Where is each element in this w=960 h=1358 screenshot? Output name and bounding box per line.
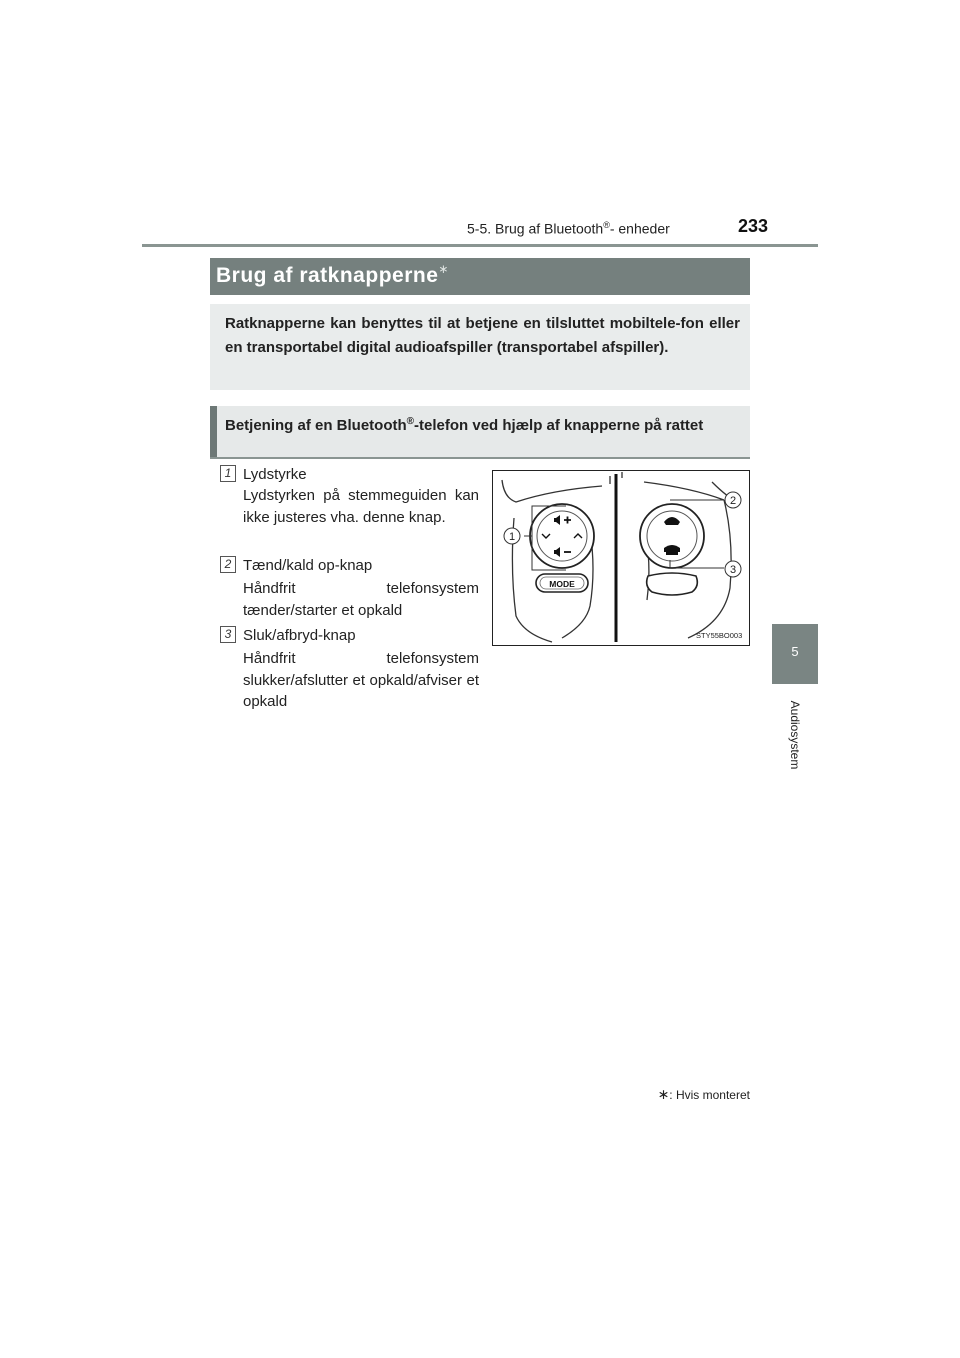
section-suffix: - enheder bbox=[609, 220, 670, 237]
footnote bbox=[600, 1086, 750, 1103]
optional-marker: ∗ bbox=[438, 262, 449, 276]
figure-code: STY55BO003 bbox=[696, 631, 743, 640]
steering-wheel-switch-illustration bbox=[492, 470, 750, 646]
footnote-text: : Hvis monteret bbox=[669, 1088, 750, 1102]
item-title: Tænd/kald op-knap bbox=[243, 557, 373, 574]
subsection-title-end: -telefon ved hjælp af knapperne på rattet bbox=[414, 417, 704, 434]
header-rule bbox=[142, 244, 818, 247]
chapter-label bbox=[770, 690, 820, 780]
callout-number: 3 bbox=[729, 564, 737, 576]
registered-mark: ® bbox=[406, 416, 415, 427]
page-number: 233 bbox=[738, 216, 769, 236]
running-header-section bbox=[467, 220, 670, 237]
mode-button-label: MODE bbox=[549, 579, 575, 589]
section-title: Brug af ratknapperne bbox=[216, 264, 439, 287]
subsection-heading bbox=[210, 406, 750, 458]
item-number-badge: 3 bbox=[220, 626, 236, 643]
intro-box bbox=[210, 304, 750, 390]
figure-frame bbox=[493, 471, 750, 646]
item-title: Lydstyrke bbox=[243, 466, 307, 483]
subsection-title-start: Betjening af en Bluetooth bbox=[225, 417, 407, 434]
item-description: Håndfrit telefonsystem tænder/starter et opkald bbox=[243, 580, 479, 619]
footnote-symbol: ∗ bbox=[657, 1086, 670, 1102]
item-number-badge: 1 bbox=[220, 465, 236, 482]
subsection-bar bbox=[210, 406, 217, 458]
chapter-number: 5 bbox=[791, 644, 799, 659]
section-heading bbox=[210, 258, 750, 295]
phone-switch-bezel bbox=[640, 504, 704, 568]
registered-mark: ® bbox=[603, 220, 610, 230]
volume-switch-bezel bbox=[530, 504, 594, 568]
chapter-tab bbox=[772, 624, 818, 684]
callout-number: 2 bbox=[729, 495, 737, 507]
intro-text: Ratknapperne kan benyttes til at betjene en tilsluttet mobiltele-fon eller en transportabel digital audioafspiller (transportabel afspiller). bbox=[225, 315, 740, 356]
chapter-label-text: Audiosystem bbox=[788, 700, 802, 770]
rear-switch bbox=[647, 573, 698, 595]
item-number-badge: 2 bbox=[220, 556, 236, 573]
callout-number: 1 bbox=[508, 531, 516, 543]
phone-on-hook-icon bbox=[664, 545, 680, 555]
subsection-rule bbox=[210, 457, 750, 459]
item-description: Lydstyrken på stemmeguiden kan ikke justeres vha. denne knap. bbox=[243, 487, 479, 526]
section-name: 5-5. Brug af Bluetooth bbox=[467, 220, 604, 237]
item-title: Sluk/afbryd-knap bbox=[243, 627, 356, 644]
item-description: Håndfrit telefonsystem slukker/afslutter et opkald/afviser et opkald bbox=[243, 650, 479, 710]
